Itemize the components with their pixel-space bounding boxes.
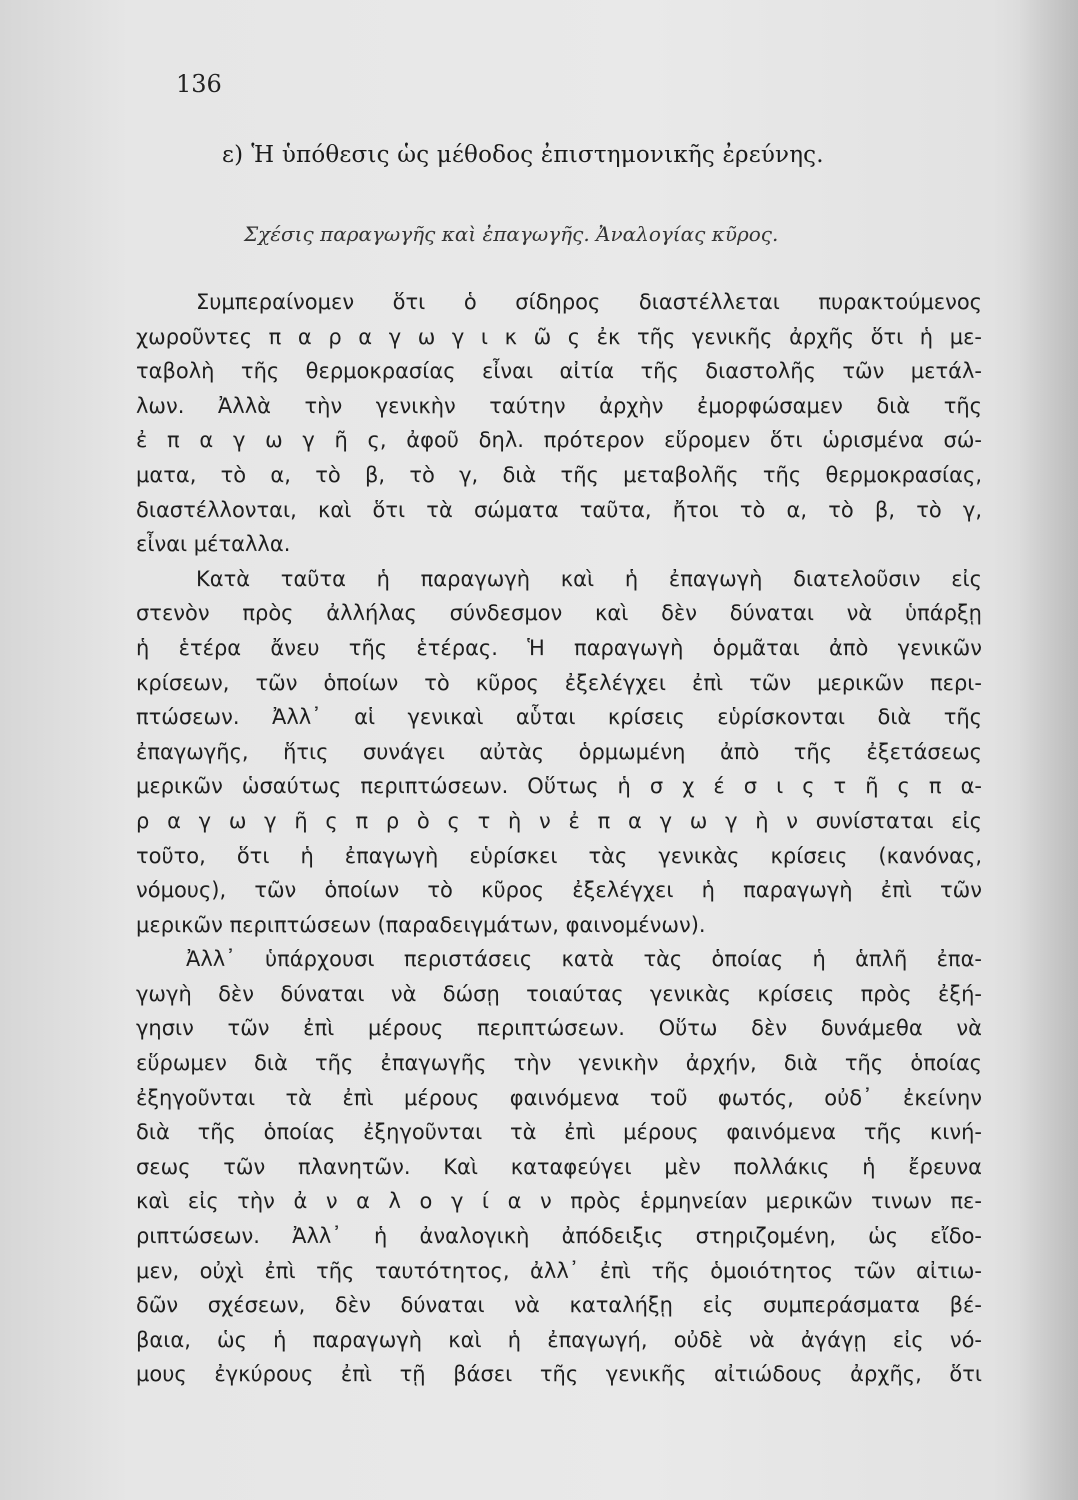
text-line: μους ἐγκύρους ἐπὶ τῇ βάσει τῆς γενικῆς αἰτιώδους ἀρχῆς, ὅτι [136, 1362, 982, 1387]
section-heading [222, 142, 824, 168]
text-line: διαστέλλονται, καὶ ὅτι τὰ σώματα ταῦτα, ἤτοι τὸ α, τὸ β, τὸ γ, [136, 497, 982, 522]
text-line: μερικῶν περιπτώσεων (παραδειγμάτων, φαινομένων). [136, 912, 706, 937]
text-line: εἶναι μέταλλα. [136, 532, 291, 557]
text-line: γωγὴ δὲν δύναται νὰ δώσῃ τοιαύτας γενικὰς κρίσεις πρὸς ἐξή- [136, 981, 982, 1006]
text-line: εὕρωμεν διὰ τῆς ἐπαγωγῆς τὴν γενικὴν ἀρχήν, διὰ τῆς ὁποίας [136, 1051, 982, 1076]
text-line: στενὸν πρὸς ἀλλήλας σύνδεσμον καὶ δὲν δύναται νὰ ὑπάρξῃ [136, 601, 982, 626]
section-title: Ἡ ὑπόθεσις ὡς μέθοδος ἐπιστημονικῆς ἐρεύνης. [251, 142, 824, 168]
text-line: πτώσεων. Ἀλλ᾿ αἱ γενικαὶ αὗται κρίσεις εὑρίσκονται διὰ τῆς [136, 705, 982, 730]
text-line: Συμπεραίνομεν ὅτι ὁ σίδηρος διαστέλλεται πυρακτούμενος [196, 290, 982, 314]
text-line: χωροῦντες π α ρ α γ ω γ ι κ ῶ ς ἐκ τῆς γενικῆς ἀρχῆς ὅτι ἡ με- [136, 324, 982, 349]
text-line: ματα, τὸ α, τὸ β, τὸ γ, διὰ τῆς μεταβολῆς τῆς θερμοκρασίας, [136, 462, 982, 487]
text-line: βαια, ὡς ἡ παραγωγὴ καὶ ἡ ἐπαγωγή, οὐδὲ νὰ ἀγάγῃ εἰς νό- [136, 1327, 982, 1352]
text-line: δῶν σχέσεων, δὲν δύναται νὰ καταλήξῃ εἰς συμπεράσματα βέ- [136, 1293, 982, 1318]
text-line: τοῦτο, ὅτι ἡ ἐπαγωγὴ εὑρίσκει τὰς γενικὰς κρίσεις (κανόνας, [136, 843, 982, 868]
text-line: ἐξηγοῦνται τὰ ἐπὶ μέρους φαινόμενα τοῦ φωτός, οὐδ᾿ ἐκείνην [136, 1085, 982, 1110]
text-line: μεν, οὐχὶ ἐπὶ τῆς ταυτότητος, ἀλλ᾿ ἐπὶ τῆς ὁμοιότητος τῶν αἰτιω- [136, 1258, 982, 1283]
text-line: γησιν τῶν ἐπὶ μέρους περιπτώσεων. Οὕτω δὲν δυνάμεθα νὰ [136, 1016, 982, 1041]
text-line: διὰ τῆς ὁποίας ἐξηγοῦνται τὰ ἐπὶ μέρους φαινόμενα τῆς κινή- [136, 1120, 982, 1145]
section-label: ε) [222, 142, 244, 168]
text-line: ρ α γ ω γ ῆ ς π ρ ὸ ς τ ὴ ν ἐ π α γ ω γ ὴ ν συνίσταται εἰς [136, 808, 982, 833]
text-line: ταβολὴ τῆς θερμοκρασίας εἶναι αἰτία τῆς διαστολῆς τῶν μετάλ- [136, 359, 982, 384]
page-number: 136 [176, 70, 222, 98]
body-text [136, 285, 982, 1392]
text-line: καὶ εἰς τὴν ἀ ν α λ ο γ ί α ν πρὸς ἑρμηνείαν μερικῶν τινων πε- [136, 1189, 982, 1214]
text-line: ἡ ἑτέρα ἄνευ τῆς ἑτέρας. Ἡ παραγωγὴ ὁρμᾶται ἀπὸ γενικῶν [136, 635, 982, 660]
text-line: ἐ π α γ ω γ ῆ ς, ἀφοῦ δηλ. πρότερον εὕρομεν ὅτι ὡρισμένα σώ- [136, 428, 982, 453]
text-line: κρίσεων, τῶν ὁποίων τὸ κῦρος ἐξελέγχει ἐπὶ τῶν μερικῶν περι- [136, 670, 982, 695]
section-subheading: Σχέσις παραγωγῆς καὶ ἐπαγωγῆς. Ἀναλογίας κῦρος. [244, 222, 779, 246]
text-line: νόμους), τῶν ὁποίων τὸ κῦρος ἐξελέγχει ἡ παραγωγὴ ἐπὶ τῶν [136, 878, 982, 903]
text-line: ριπτώσεων. Ἀλλ᾿ ἡ ἀναλογικὴ ἀπόδειξις στηριζομένη, ὡς εἴδο- [136, 1224, 982, 1249]
text-line: Ἀλλ᾿ ὑπάρχουσι περιστάσεις κατὰ τὰς ὁποίας ἡ ἁπλῆ ἐπα- [186, 947, 982, 972]
text-line: λων. Ἀλλὰ τὴν γενικὴν ταύτην ἀρχὴν ἐμορφώσαμεν διὰ τῆς [136, 393, 982, 418]
text-line: Κατὰ ταῦτα ἡ παραγωγὴ καὶ ἡ ἐπαγωγὴ διατελοῦσιν εἰς [196, 566, 982, 591]
text-line: ἐπαγωγῆς, ἥτις συνάγει αὐτὰς ὁρμωμένη ἀπὸ τῆς ἐξετάσεως [136, 739, 982, 764]
text-line: μερικῶν ὡσαύτως περιπτώσεων. Οὕτως ἡ σ χ έ σ ι ς τ ῆ ς π α- [136, 774, 982, 799]
text-line: σεως τῶν πλανητῶν. Καὶ καταφεύγει μὲν πολλάκις ἡ ἔρευνα [136, 1154, 982, 1179]
